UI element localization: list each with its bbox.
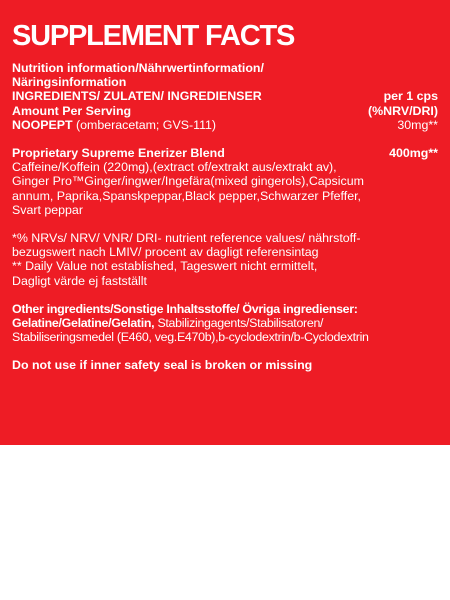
nutrition-header-line1: Nutrition information/Nährwertinformation/ <box>12 61 264 75</box>
page-title: SUPPLEMENT FACTS <box>12 20 295 52</box>
blend-name: Proprietary Supreme Enerizer Blend <box>12 146 225 161</box>
blend-line: Caffeine/Koffein (220mg),(extract of/extrakt aus/extrakt av), <box>12 160 337 175</box>
spacer <box>12 217 438 231</box>
noopept-detail: (omberacetam; GVS-111) <box>72 117 217 132</box>
amount-label: Amount Per Serving <box>12 103 132 118</box>
safety-warning: Do not use if inner safety seal is broken or missing <box>12 358 313 373</box>
ingredients-label: INGREDIENTS/ ZULATEN/ INGREDIENSER <box>12 89 262 104</box>
footnote-line: ** Daily Value not established, Tageswert nicht ermittelt, <box>12 259 318 274</box>
blend-ingredients <box>12 160 438 217</box>
noopept-name: NOOPEPT <box>12 117 73 132</box>
other-ingredients-line2: Stabiliseringsmedel (E460, veg.E470b),b-cyclodextrin/b-Cyclodextrin <box>12 330 369 345</box>
footnote-line: Dagligt värde ej fastställt <box>12 273 147 288</box>
other-ingredients-heading: Other ingredients/Sonstige Inhaltsstoffe/ Övriga ingredienser: <box>12 301 358 316</box>
spacer <box>12 344 438 358</box>
ingredients-row <box>12 89 438 103</box>
footnote-line: *% NRVs/ NRV/ VNR/ DRI- nutrient reference values/ nährstoff- <box>12 231 361 246</box>
gelatine-label: Gelatine/Gelatine/Gelatin, <box>12 316 155 331</box>
noopept-row <box>12 118 438 132</box>
noopept-amount: 30mg** <box>397 117 438 132</box>
per-serving-label: per 1 cps <box>383 89 438 104</box>
spacer <box>12 132 438 146</box>
other-ingredients-line1 <box>12 316 438 330</box>
noopept-name-wrap <box>12 118 216 132</box>
amount-row <box>12 104 438 118</box>
blend-line: annum, Paprika,Spanskpeppar,Black pepper,Schwarzer Pfeffer, <box>12 188 361 203</box>
spacer <box>12 288 438 302</box>
stabilizing-agents: Stabilizingagents/Stabilisatoren/ <box>154 316 324 331</box>
blend-line: Ginger Pro™Ginger/ingwer/Ingefära(mixed gingerols),Capsicum <box>12 174 364 189</box>
blend-line: Svart peppar <box>12 202 83 217</box>
blend-row <box>12 146 438 160</box>
blend-amount: 400mg** <box>389 146 438 161</box>
other-ingredients <box>12 302 438 345</box>
footnote-line: bezugswert nach LMIV/ procent av dagligt referensintag <box>12 245 319 260</box>
nutrition-header-line2: Näringsinformation <box>12 75 127 90</box>
nrv-dri-label: (%NRV/DRI) <box>368 103 438 118</box>
footnotes <box>12 231 438 288</box>
blank-area <box>0 445 450 600</box>
